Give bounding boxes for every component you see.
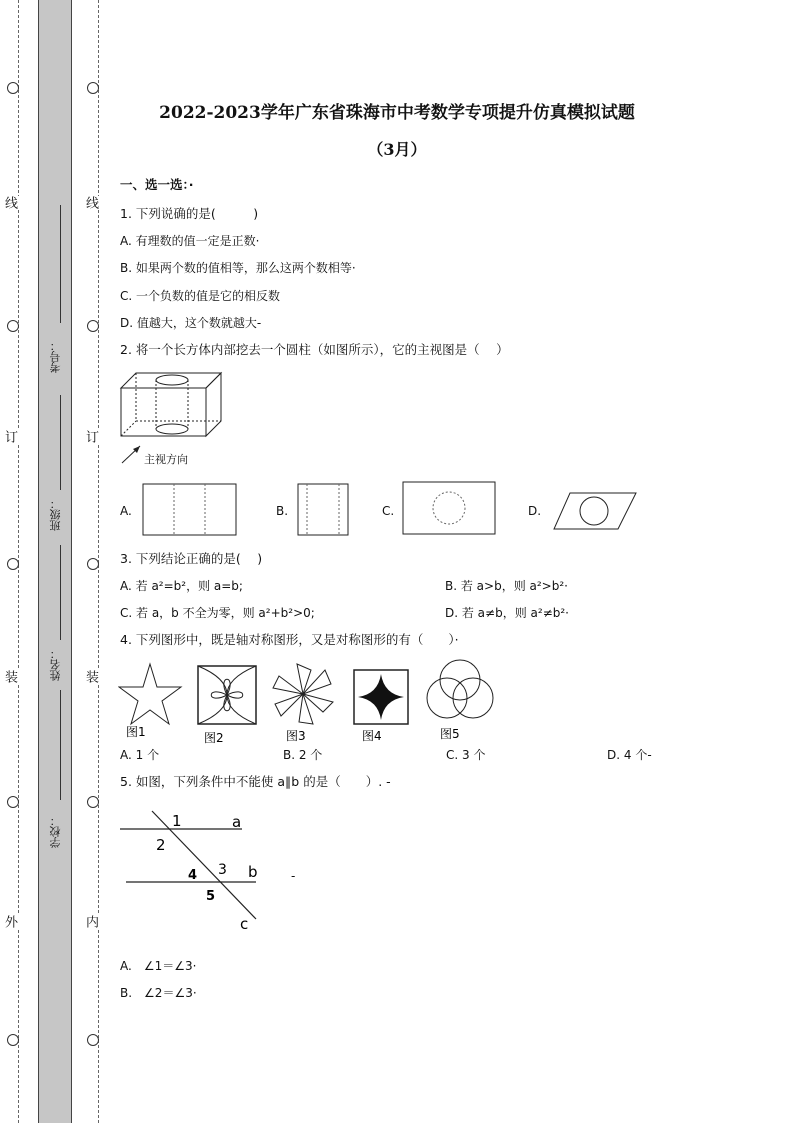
line-label: a xyxy=(232,813,242,831)
q3-option-c: C. 若 a，b 不全为零，则 a²+b²>0; xyxy=(120,606,315,620)
binding-char: 线 xyxy=(83,196,98,209)
binding-hole xyxy=(87,1034,99,1046)
binding-char: 线 xyxy=(2,196,17,209)
q5-figure xyxy=(116,805,286,937)
angle-label: 3 xyxy=(218,862,227,878)
line-label: c xyxy=(240,915,249,933)
q3-option-b: B. 若 a>b，则 a²>b²· xyxy=(445,579,568,593)
q2-option-a: A. xyxy=(120,504,132,518)
binding-hole xyxy=(87,558,99,570)
name-label: 姓名： xyxy=(49,648,62,681)
exam-number-label: 考号： xyxy=(49,340,62,373)
q1-option-d: D. 值越大，这个数就越大- xyxy=(120,316,262,330)
section-heading: 一、选一选：· xyxy=(120,177,194,192)
fig-label: 图4 xyxy=(362,729,382,743)
fig-label: 图1 xyxy=(126,725,146,739)
binding-hole xyxy=(7,796,19,808)
q3-option-d: D. 若 a≠b，则 a²≠b²· xyxy=(445,606,569,620)
binding-hole xyxy=(87,796,99,808)
line-label: b xyxy=(248,863,258,881)
angle-label: 5 xyxy=(206,889,216,904)
field-line xyxy=(60,690,61,800)
binding-char: 装 xyxy=(83,670,98,683)
binding-hole xyxy=(7,558,19,570)
binding-hole xyxy=(87,320,99,332)
q4-option-a: A. 1 个 xyxy=(120,748,160,762)
q5-stem: 5. 如图，下列条件中不能使 a∥b 的是（ ）. - xyxy=(120,774,391,789)
angle-label: 1 xyxy=(172,812,182,830)
binding-margin xyxy=(0,0,110,1123)
q2-option-c-figure xyxy=(402,481,498,537)
binding-char: 内 xyxy=(83,915,98,928)
q1-option-b: B. 如果两个数的值相等，那么这两个数相等· xyxy=(120,261,356,275)
page-title: 2022-2023学年广东省珠海市中考数学专项提升仿真模拟试题 xyxy=(159,103,635,123)
field-line xyxy=(60,545,61,640)
q2-option-c: C. xyxy=(382,504,395,518)
field-line xyxy=(60,395,61,490)
q2-stem: 2. 将一个长方体内部挖去一个圆柱（如图所示），它的主视图是（ ） xyxy=(120,342,509,357)
q2-caption: 主视方向 xyxy=(144,453,188,466)
q2-option-a-figure xyxy=(142,483,238,537)
q4-option-c: C. 3 个 xyxy=(446,748,486,762)
angle-label: 2 xyxy=(156,836,166,854)
binding-hole xyxy=(87,82,99,94)
q1-option-c: C. 一个负数的值是它的相反数 xyxy=(120,289,281,303)
binding-hole xyxy=(7,1034,19,1046)
q1-option-a: A. 有理数的值一定是正数· xyxy=(120,234,260,248)
class-label: 班级： xyxy=(49,498,62,531)
q5-option-b: B. ∠2＝∠3· xyxy=(120,986,197,1000)
q4-figures xyxy=(118,658,498,744)
binding-strip xyxy=(38,0,72,1123)
q4-option-b: B. 2 个 xyxy=(283,748,323,762)
fig-label: 图3 xyxy=(286,729,306,743)
binding-char: 订 xyxy=(2,430,17,443)
q3-stem: 3. 下列结论正确的是( ) xyxy=(120,551,263,566)
binding-hole xyxy=(7,320,19,332)
fig-label: 图2 xyxy=(204,731,224,744)
binding-char: 外 xyxy=(2,915,17,928)
q1-stem: 1. 下列说确的是( ) xyxy=(120,206,259,221)
q4-option-d: D. 4 个- xyxy=(607,748,652,762)
q4-stem: 4. 下列图形中，既是轴对称图形，又是对称图形的有（ ）· xyxy=(120,632,459,647)
binding-char: 装 xyxy=(2,670,17,683)
q5-trail-mark: - xyxy=(291,869,296,883)
binding-char: 订 xyxy=(83,430,98,443)
angle-label: 4 xyxy=(188,868,198,883)
page-subtitle: （3月） xyxy=(367,140,427,159)
q2-option-b-figure xyxy=(297,483,351,537)
q5-option-a: A. ∠1＝∠3· xyxy=(120,959,197,973)
school-label: 学校： xyxy=(49,815,62,848)
q2-option-d-figure xyxy=(552,491,644,533)
q2-option-b: B. xyxy=(276,504,289,518)
field-line xyxy=(60,205,61,323)
q3-option-a: A. 若 a²=b²，则 a=b; xyxy=(120,579,243,593)
fig-label: 图5 xyxy=(440,727,460,741)
q2-option-d: D. xyxy=(528,504,542,518)
binding-hole xyxy=(7,82,19,94)
